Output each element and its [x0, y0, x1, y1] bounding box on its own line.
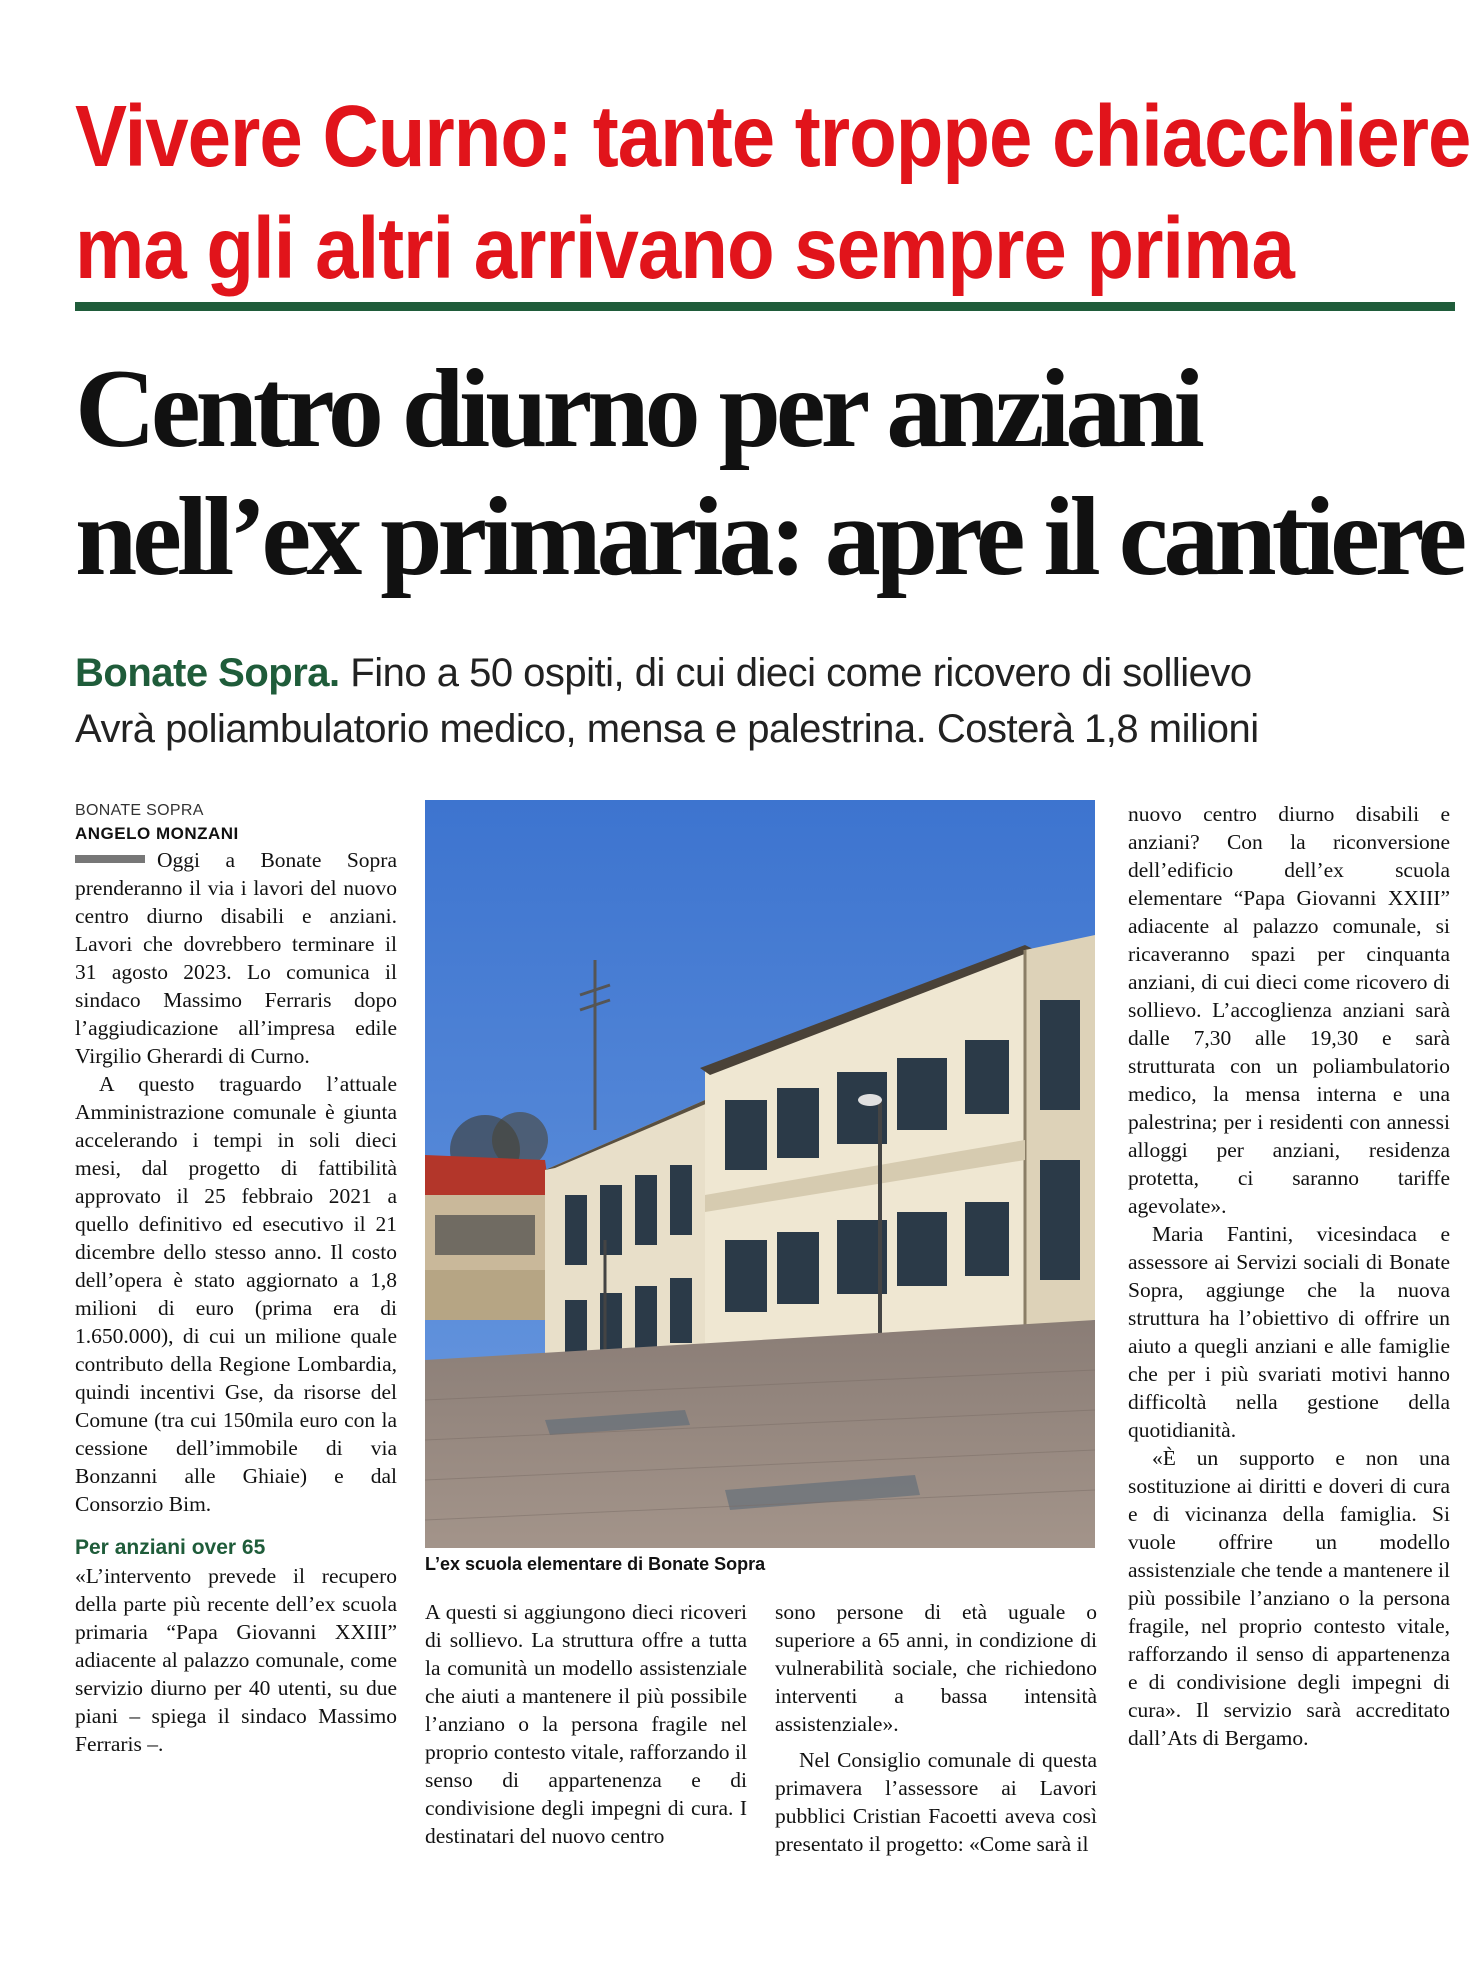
- paragraph: sono persone di età uguale o superiore a 65 anni, in condizione di vulnerabilità sociale, che richiedono interventi a bassa intensità assistenziale».: [775, 1600, 1097, 1736]
- banner-line-1: Vivere Curno: tante troppe chiacchiere: [75, 86, 1471, 186]
- paragraph: [75, 846, 397, 1070]
- building-photo: [425, 800, 1095, 1548]
- article-column-3: [775, 1598, 1097, 1858]
- paragraph-text: Oggi a Bonate Sopra prenderanno il via i lavori del nuovo centro diurno disabili e anziani. Lavori che dovrebbero terminare il 31 agosto 2023. Lo comunica il sindaco Massimo Ferraris dopo l’aggiudicazione all’impresa edile Virgilio Gherardi di Curno.: [75, 848, 397, 1068]
- paragraph: nuovo centro diurno disabili e anziani? Con la riconversione dell’edificio dell’ex scuola elementare “Papa Giovanni XXIII” adiacente al palazzo comunale, si ricaveranno spazi per cinquanta anziani, di cui dieci come ricovero di sollievo. L’accoglienza anziani sarà dalle 7,30 alle 19,30 e sarà strutturata con un poliambulatorio medico, la mensa interna e una palestrina; per i residenti con annessi alloggi per anziani, residenza protetta, ci saranno tariffe agevolate».: [1128, 802, 1450, 1218]
- paragraph: «È un supporto e non una sostituzione ai diritti e doveri di cura e di vicinanza della famiglia. Si vuole offrire un modello assistenziale che tende a mantenere il più possibile l’anziano o la persona fragile, nel proprio contesto vitale, rafforzando il senso di appartenenza e di condivisione degli impegni di cura». Il servizio sarà accreditato dall’Ats di Bergamo.: [1128, 1446, 1450, 1750]
- article-column-2: [425, 1598, 747, 1850]
- article-column-1: [75, 800, 397, 1758]
- article-column-4: [1128, 800, 1450, 1752]
- headline-line-2: nell’ex primaria: apre il cantiere: [75, 475, 1463, 599]
- section-subtitle: Per anziani over 65: [75, 1536, 266, 1559]
- paragraph: Maria Fantini, vicesindaca e assessore ai Servizi sociali di Bonate Sopra, aggiunge che la nuova struttura ha l’obiettivo di offrire un aiuto a quegli anziani e alle famiglie che per i più svariati motivi hanno difficoltà nella gestione della quotidianità.: [1128, 1222, 1450, 1442]
- paragraph: A questo traguardo l’attuale Amministrazione comunale è giunta accelerando i tempi in soli dieci mesi, dal progetto di fattibilità approvato il 25 febbraio 2021 a quello definitivo ed esecutivo il 21 dicembre dello stesso anno. Il costo dell’opera è stato aggiornato a 1,8 milioni di euro (prima era di 1.650.000), di cui un milione quale contributo della Regione Lombardia, quindi incentivi Gse, da risorse del Comune (tra cui 150mila euro con la cessione dell’immobile di via Bonzanni alle Ghiaie) e dal Consorzio Bim.: [75, 1072, 397, 1516]
- building-illustration: [425, 800, 1095, 1548]
- subhead-place: Bonate Sopra.: [75, 651, 340, 695]
- dateline: BONATE SOPRA: [75, 802, 204, 819]
- article-headline: [75, 345, 1465, 601]
- paragraph: «L’intervento prevede il recupero della parte più recente dell’ex scuola primaria “Papa Giovanni XXIII” adiacente al palazzo comunale, come servizio diurno per 40 utenti, su due piani – spiega il sindaco Massimo Ferraris –.: [75, 1564, 397, 1756]
- photo-caption: L’ex scuola elementare di Bonate Sopra: [425, 1554, 766, 1574]
- subhead-line-1: [75, 645, 1465, 701]
- author-byline: ANGELO MONZANI: [75, 824, 239, 843]
- subhead-line-2: Avrà poliambulatorio medico, mensa e palestrina. Costerà 1,8 milioni: [75, 707, 1259, 751]
- article-subhead: [75, 645, 1465, 757]
- paragraph: Nel Consiglio comunale di questa primavera l’assessore ai Lavori pubblici Cristian Facoetti aveva così presentato il progetto: «Come sarà il: [775, 1748, 1097, 1856]
- subhead-line-1-text: Fino a 50 ospiti, di cui dieci come ricovero di sollievo: [350, 651, 1252, 695]
- lead-bar: [75, 855, 145, 863]
- paragraph: A questi si aggiungono dieci ricoveri di sollievo. La struttura offre a tutta la comunità un modello assistenziale che aiuti a mantenere il più possibile l’anziano o la persona fragile nel proprio contesto vitale, rafforzando il senso di appartenenza e di condivisione degli impegni di cura. I destinatari del nuovo centro: [425, 1600, 747, 1848]
- headline-line-1: Centro diurno per anziani: [75, 347, 1200, 471]
- banner-headline: [75, 80, 1471, 304]
- section-divider: [75, 302, 1455, 311]
- banner-line-2: ma gli altri arrivano sempre prima: [75, 198, 1294, 298]
